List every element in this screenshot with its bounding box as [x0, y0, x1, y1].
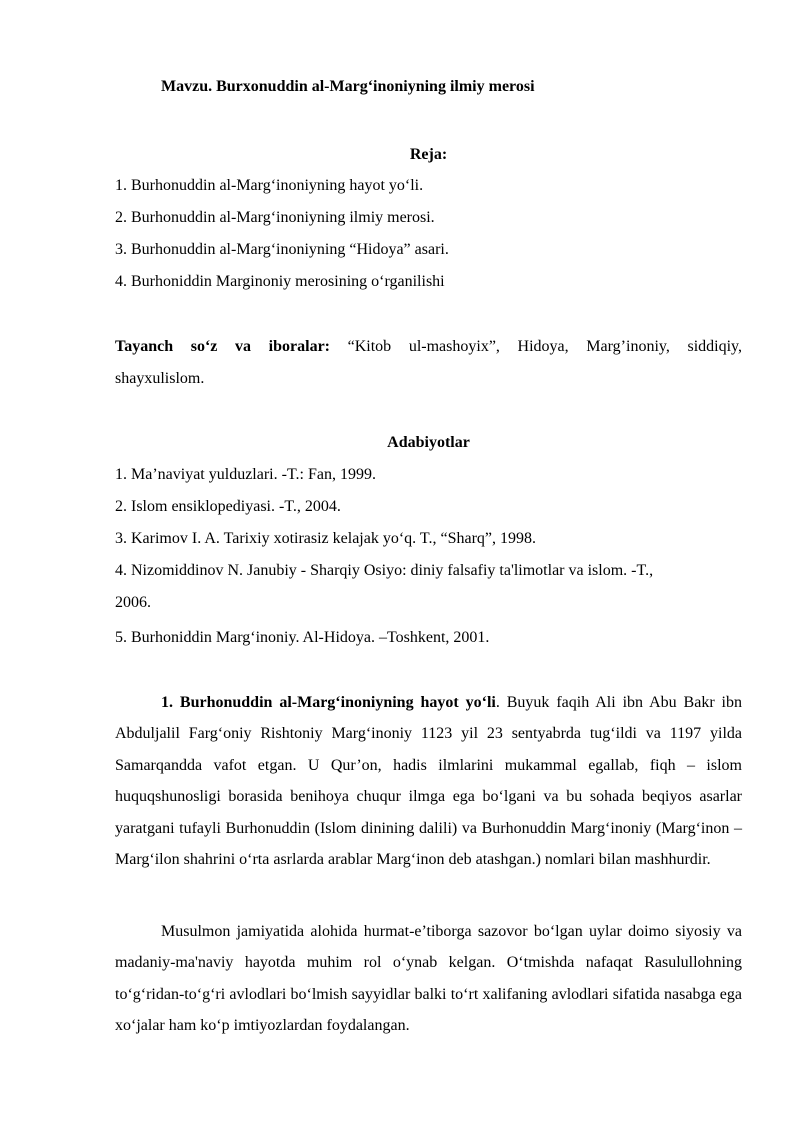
- section-1-paragraph: [115, 687, 742, 875]
- reja-item: 1. Burhonuddin al-Marg‘inoniyning hayot yo‘li.: [115, 177, 424, 194]
- section-1-heading: 1. Burhonuddin al-Marg‘inoniyning hayot yo‘li: [161, 694, 496, 711]
- reja-item: 2. Burhonuddin al-Marg‘inoniyning ilmiy merosi.: [115, 209, 435, 226]
- reja-item: 3. Burhonuddin al-Marg‘inoniyning “Hidoya” asari.: [115, 241, 449, 258]
- keywords-text: “Kitob ul-mashoyix”, Hidoya, Marg’inoniy, siddiqiy,: [330, 338, 743, 355]
- reference-item-continued: 2006.: [115, 594, 151, 611]
- keywords-label: Tayanch so‘z va iboralar:: [115, 338, 330, 355]
- paragraph-2-text: Musulmon jamiyatida alohida hurmat-e’tiborga sazovor bo‘lgan uylar doimo siyosiy va madaniy-ma'naviy hayotda muhim rol o‘ynab kelgan. O‘tmishda nafaqat Rasulullohning to‘g‘ridan-to‘g‘ri avlodlari bo‘lmish sayyidlar balki to‘rt xalifaning avlodlari sifatida nasabga ega xo‘jalar ham ko‘p imtiyozlardan foydalangan.: [115, 923, 742, 1035]
- reja-heading: [115, 146, 742, 164]
- paragraph-2: [115, 916, 742, 1042]
- reja-item: 4. Burhoniddin Marginoniy merosining o‘rganilishi: [115, 273, 445, 290]
- reja-heading-text: Reja:: [409, 146, 448, 163]
- reference-item: 2. Islom ensiklopediyasi. -T., 2004.: [115, 498, 341, 515]
- keywords-line-continued: shayxulislom.: [115, 370, 205, 387]
- reference-item: 4. Nizomiddinov N. Janubiy - Sharqiy Osiyo: diniy falsafiy ta'limotlar va islom. -T.,: [115, 562, 654, 579]
- reference-item: 5. Burhoniddin Marg‘inoniy. Al-Hidoya. –Toshkent, 2001.: [115, 629, 490, 646]
- adabiyotlar-heading: Adabiyotlar: [387, 434, 470, 451]
- reference-item: 3. Karimov I. A. Tarixiy xotirasiz kelajak yo‘q. T., “Sharq”, 1998.: [115, 530, 537, 547]
- reference-item: 1. Ma’naviyat yulduzlari. -T.: Fan, 1999.: [115, 466, 376, 483]
- section-1-text: . Buyuk faqih Ali ibn Abu Bakr ibn Abduljalil Farg‘oniy Rishtoniy Marg‘inoniy 1123 yil 23 sentyabrda tug‘ildi va 1197 yilda Samarqandda vafot etgan. U Qur’on, hadis ilmlarini mukammal egallab, fiqh – islom huquqshunosligi borasida benihoya chuqur ilmga ega bo‘lgani va bu sohada beqiyos asarlar yaratgani tufayli Burhonuddin (Islom dinining dalili) va Burhonuddin Marg‘inoniy (Marg‘inon – Marg‘ilon shahrini o‘rta asrlarda arablar Marg‘inon deb atashgan.) nomlari bilan mashhurdir.: [115, 694, 743, 869]
- document-title: Mavzu. Burxonuddin al-Marg‘inoniyning ilmiy merosi: [161, 78, 535, 95]
- keywords-line: [115, 338, 742, 356]
